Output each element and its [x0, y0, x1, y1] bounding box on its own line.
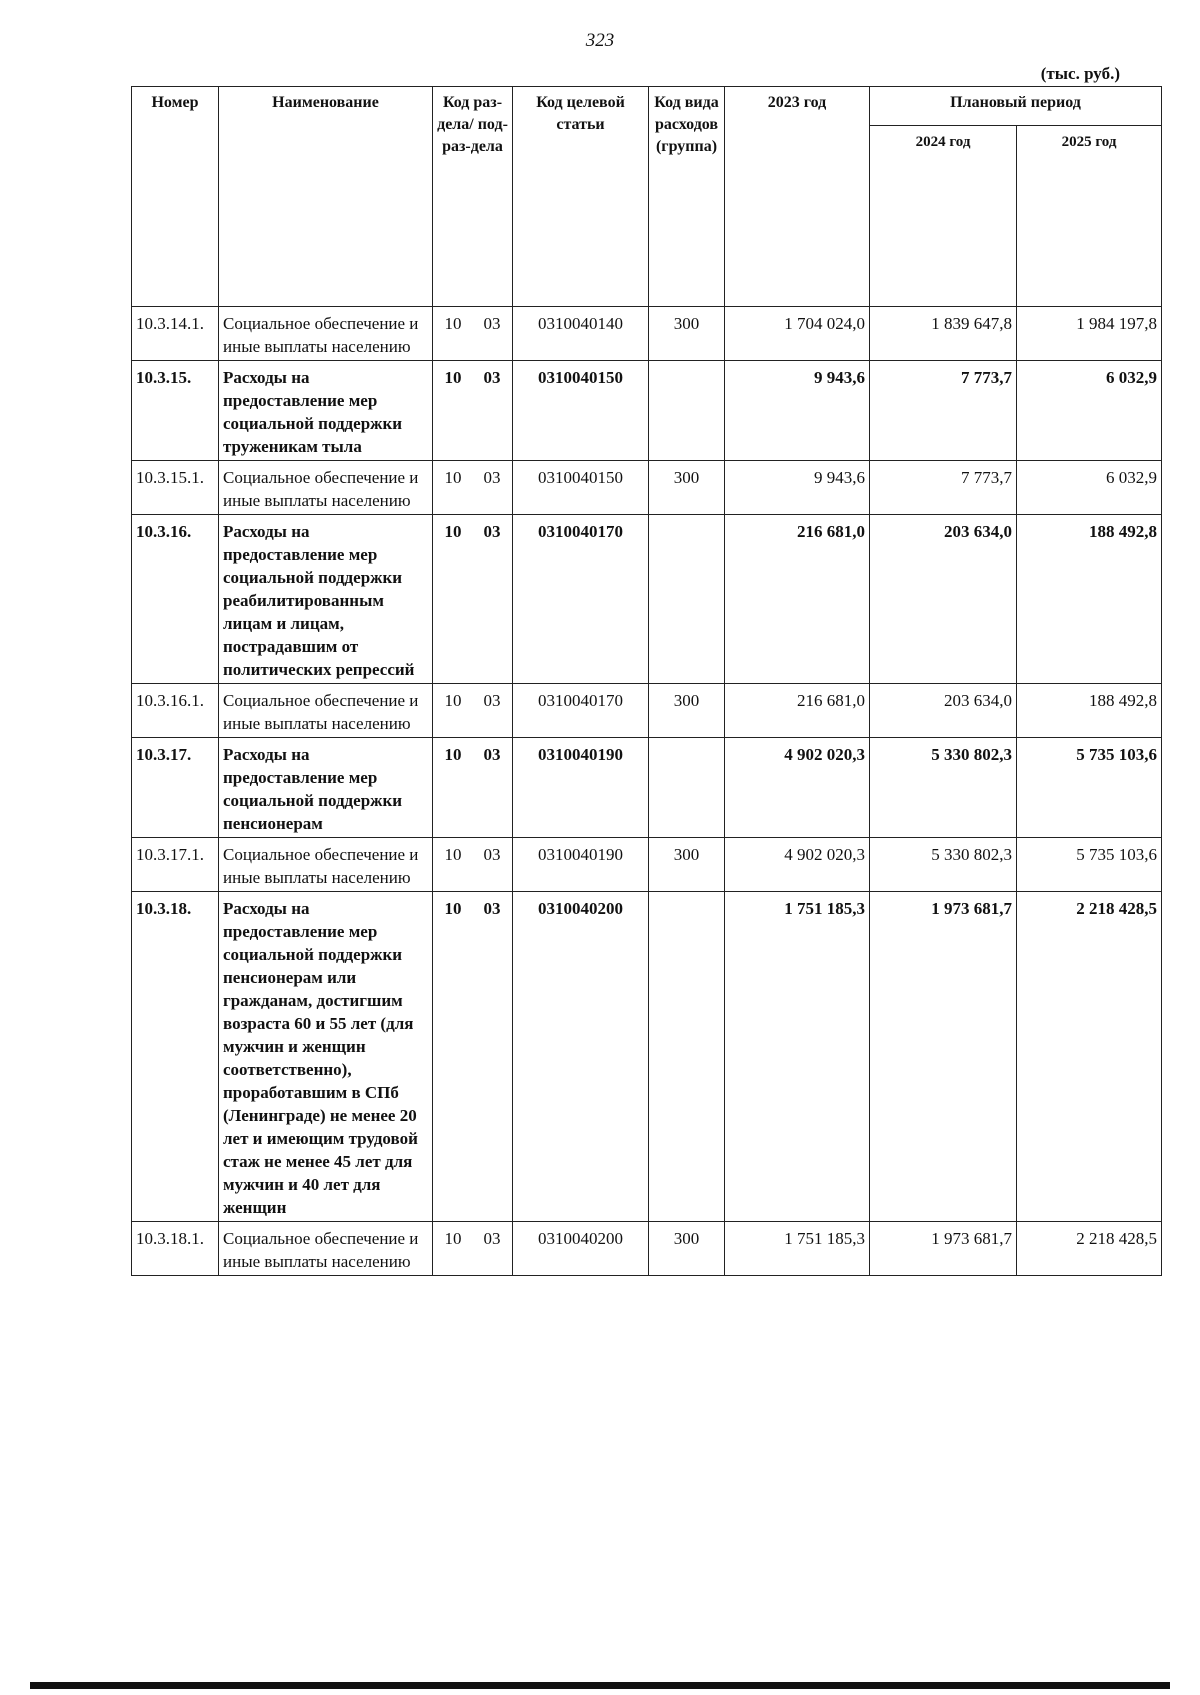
row-name: Социальное обеспечение и иные выплаты населению — [219, 1222, 433, 1276]
row-section: 10 — [444, 691, 462, 710]
row-expense-type — [649, 515, 725, 684]
row-section: 10 — [444, 522, 462, 541]
row-name: Расходы на предоставление мер социальной поддержки труженикам тыла — [219, 361, 433, 461]
row-target-code: 0310040200 — [513, 1222, 649, 1276]
row-value-2023: 1 751 185,3 — [725, 1222, 870, 1276]
row-value-2025: 2 218 428,5 — [1017, 892, 1162, 1222]
row-expense-type — [649, 361, 725, 461]
row-number: 10.3.17.1. — [132, 838, 219, 892]
table-row — [132, 361, 1162, 461]
row-expense-type: 300 — [649, 1222, 725, 1276]
row-target-code: 0310040200 — [513, 892, 649, 1222]
row-expense-type: 300 — [649, 307, 725, 361]
row-section: 10 — [444, 845, 462, 864]
row-value-2024: 1 839 647,8 — [870, 307, 1017, 361]
row-value-2024: 7 773,7 — [870, 461, 1017, 515]
row-section-code — [433, 738, 513, 838]
row-section-code — [433, 307, 513, 361]
row-section: 10 — [444, 899, 462, 918]
row-number: 10.3.18. — [132, 892, 219, 1222]
row-section-code — [433, 684, 513, 738]
row-value-2023: 1 751 185,3 — [725, 892, 870, 1222]
row-value-2024: 5 330 802,3 — [870, 838, 1017, 892]
row-value-2024: 203 634,0 — [870, 515, 1017, 684]
row-name: Расходы на предоставление мер социальной поддержки реабилитированным лицам и лицам, пострадавшим от политических репрессий — [219, 515, 433, 684]
header-section-code: Код раз-дела/ под-раз-дела — [433, 87, 513, 307]
header-2024: 2024 год — [870, 126, 1017, 307]
row-value-2025: 6 032,9 — [1017, 461, 1162, 515]
units-label: (тыс. руб.) — [1040, 64, 1120, 83]
row-number: 10.3.15. — [132, 361, 219, 461]
row-expense-type: 300 — [649, 461, 725, 515]
row-value-2024: 1 973 681,7 — [870, 1222, 1017, 1276]
row-value-2023: 9 943,6 — [725, 461, 870, 515]
row-value-2025: 5 735 103,6 — [1017, 738, 1162, 838]
row-subsection: 03 — [483, 368, 501, 387]
row-section-code — [433, 1222, 513, 1276]
row-section: 10 — [444, 745, 462, 764]
header-name: Наименование — [219, 87, 433, 307]
row-expense-type — [649, 892, 725, 1222]
row-name: Расходы на предоставление мер социальной поддержки пенсионерам — [219, 738, 433, 838]
row-section-code — [433, 515, 513, 684]
row-number: 10.3.17. — [132, 738, 219, 838]
row-section-code — [433, 361, 513, 461]
table-row — [132, 684, 1162, 738]
row-value-2025: 2 218 428,5 — [1017, 1222, 1162, 1276]
row-subsection: 03 — [483, 1229, 501, 1248]
table-row — [132, 461, 1162, 515]
row-section: 10 — [444, 1229, 462, 1248]
header-expense-type-code: Код вида расходов (группа) — [649, 87, 725, 307]
row-name: Социальное обеспечение и иные выплаты населению — [219, 461, 433, 515]
row-subsection: 03 — [483, 899, 501, 918]
budget-table — [131, 86, 1162, 1276]
row-value-2024: 7 773,7 — [870, 361, 1017, 461]
row-section: 10 — [444, 314, 462, 333]
row-target-code: 0310040140 — [513, 307, 649, 361]
table-row — [132, 892, 1162, 1222]
row-target-code: 0310040190 — [513, 838, 649, 892]
row-subsection: 03 — [483, 691, 501, 710]
row-expense-type: 300 — [649, 684, 725, 738]
page-number: 323 — [585, 30, 615, 51]
row-target-code: 0310040150 — [513, 361, 649, 461]
row-value-2025: 188 492,8 — [1017, 515, 1162, 684]
row-subsection: 03 — [483, 468, 501, 487]
table-row — [132, 838, 1162, 892]
row-expense-type: 300 — [649, 838, 725, 892]
row-value-2024: 5 330 802,3 — [870, 738, 1017, 838]
row-value-2023: 9 943,6 — [725, 361, 870, 461]
row-target-code: 0310040170 — [513, 515, 649, 684]
table-row — [132, 738, 1162, 838]
row-value-2023: 216 681,0 — [725, 684, 870, 738]
row-subsection: 03 — [483, 845, 501, 864]
row-value-2023: 4 902 020,3 — [725, 738, 870, 838]
row-name: Социальное обеспечение и иные выплаты населению — [219, 684, 433, 738]
row-expense-type — [649, 738, 725, 838]
header-target-code: Код целевой статьи — [513, 87, 649, 307]
row-number: 10.3.16.1. — [132, 684, 219, 738]
header-number: Номер — [132, 87, 219, 307]
table-row — [132, 307, 1162, 361]
row-value-2024: 1 973 681,7 — [870, 892, 1017, 1222]
row-name: Социальное обеспечение и иные выплаты населению — [219, 838, 433, 892]
table-row — [132, 1222, 1162, 1276]
row-section-code — [433, 838, 513, 892]
row-value-2024: 203 634,0 — [870, 684, 1017, 738]
row-target-code: 0310040170 — [513, 684, 649, 738]
row-value-2023: 4 902 020,3 — [725, 838, 870, 892]
row-value-2025: 5 735 103,6 — [1017, 838, 1162, 892]
header-planned-period: Плановый период — [870, 87, 1162, 126]
row-section: 10 — [444, 368, 462, 387]
row-number: 10.3.16. — [132, 515, 219, 684]
row-number: 10.3.14.1. — [132, 307, 219, 361]
row-target-code: 0310040150 — [513, 461, 649, 515]
row-value-2025: 1 984 197,8 — [1017, 307, 1162, 361]
row-value-2025: 6 032,9 — [1017, 361, 1162, 461]
row-value-2023: 216 681,0 — [725, 515, 870, 684]
row-section-code — [433, 461, 513, 515]
row-name: Социальное обеспечение и иные выплаты населению — [219, 307, 433, 361]
row-section-code — [433, 892, 513, 1222]
row-subsection: 03 — [483, 314, 501, 333]
header-2023: 2023 год — [725, 87, 870, 307]
row-subsection: 03 — [483, 522, 501, 541]
header-2025: 2025 год — [1017, 126, 1162, 307]
row-target-code: 0310040190 — [513, 738, 649, 838]
row-value-2025: 188 492,8 — [1017, 684, 1162, 738]
footer-rule — [30, 1682, 1170, 1689]
table-row — [132, 515, 1162, 684]
row-number: 10.3.15.1. — [132, 461, 219, 515]
row-name: Расходы на предоставление мер социальной поддержки пенсионерам или гражданам, достигшим возраста 60 и 55 лет (для мужчин и женщин соответственно), проработавшим в СПб (Ленинграде) не менее 20 лет и имеющим трудовой стаж не менее 45 лет для мужчин и 40 лет для женщин — [219, 892, 433, 1222]
row-subsection: 03 — [483, 745, 501, 764]
row-number: 10.3.18.1. — [132, 1222, 219, 1276]
row-value-2023: 1 704 024,0 — [725, 307, 870, 361]
row-section: 10 — [444, 468, 462, 487]
